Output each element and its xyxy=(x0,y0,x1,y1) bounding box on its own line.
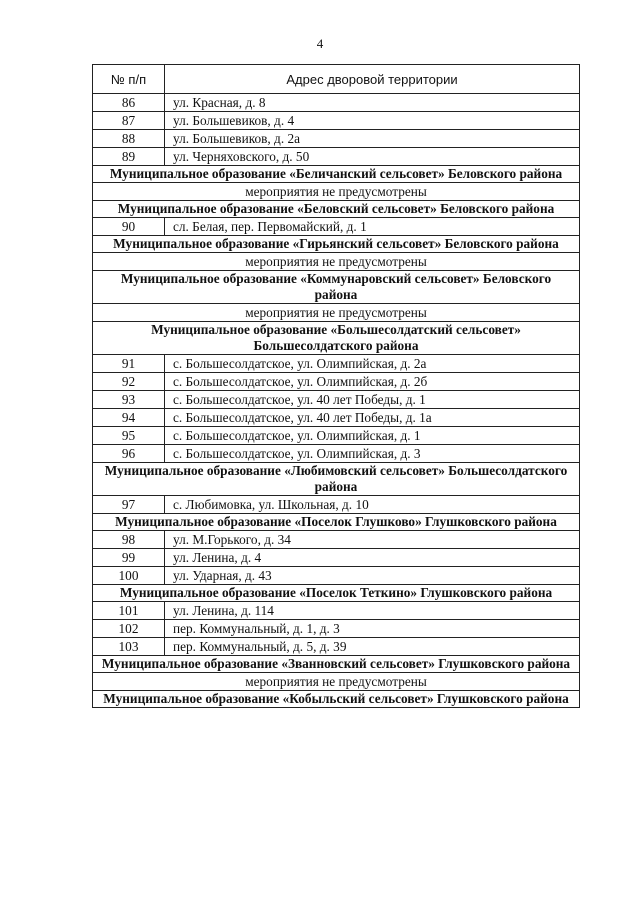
row-number: 92 xyxy=(93,373,165,391)
municipality-title: Муниципальное образование «Беличанский сельсовет» Беловского района xyxy=(93,166,580,183)
table-header-row xyxy=(93,65,580,94)
table-row xyxy=(93,94,580,112)
municipality-title: Муниципальное образование «Званновский сельсовет» Глушковского района xyxy=(93,656,580,673)
no-measures-note: мероприятия не предусмотрены xyxy=(93,673,580,691)
row-address: сл. Белая, пер. Первомайский, д. 1 xyxy=(165,218,580,236)
no-measures-note: мероприятия не предусмотрены xyxy=(93,253,580,271)
table-row xyxy=(93,148,580,166)
note-row xyxy=(93,183,580,201)
row-address: ул. Большевиков, д. 4 xyxy=(165,112,580,130)
table-row xyxy=(93,638,580,656)
row-address: с. Большесолдатское, ул. Олимпийская, д. 1 xyxy=(165,427,580,445)
row-number: 97 xyxy=(93,496,165,514)
table-row xyxy=(93,355,580,373)
row-number: 95 xyxy=(93,427,165,445)
row-address: с. Большесолдатское, ул. 40 лет Победы, д. 1а xyxy=(165,409,580,427)
municipality-title: Муниципальное образование «Большесолдатский сельсовет» Большесолдатского района xyxy=(93,322,580,355)
section-header-row xyxy=(93,322,580,355)
row-address: с. Большесолдатское, ул. Олимпийская, д. 2б xyxy=(165,373,580,391)
note-row xyxy=(93,253,580,271)
table-body xyxy=(93,94,580,708)
table-row xyxy=(93,391,580,409)
table-row xyxy=(93,130,580,148)
row-address: пер. Коммунальный, д. 1, д. 3 xyxy=(165,620,580,638)
table-row xyxy=(93,602,580,620)
row-address: ул. Ударная, д. 43 xyxy=(165,567,580,585)
row-number: 89 xyxy=(93,148,165,166)
section-header-row xyxy=(93,463,580,496)
row-address: с. Большесолдатское, ул. 40 лет Победы, д. 1 xyxy=(165,391,580,409)
page-number: 4 xyxy=(316,36,324,51)
row-address: ул. Ленина, д. 114 xyxy=(165,602,580,620)
table-row xyxy=(93,373,580,391)
table-row xyxy=(93,445,580,463)
header-num: № п/п xyxy=(93,65,165,94)
row-number: 86 xyxy=(93,94,165,112)
row-number: 103 xyxy=(93,638,165,656)
row-address: ул. Красная, д. 8 xyxy=(165,94,580,112)
municipality-title: Муниципальное образование «Беловский сельсовет» Беловского района xyxy=(93,201,580,218)
municipality-title: Муниципальное образование «Поселок Глушково» Глушковского района xyxy=(93,514,580,531)
section-header-row xyxy=(93,201,580,218)
table-row xyxy=(93,427,580,445)
table-row xyxy=(93,620,580,638)
table-row xyxy=(93,549,580,567)
row-number: 99 xyxy=(93,549,165,567)
table-row xyxy=(93,496,580,514)
section-header-row xyxy=(93,585,580,602)
municipality-title: Муниципальное образование «Кобыльский сельсовет» Глушковского района xyxy=(93,691,580,708)
no-measures-note: мероприятия не предусмотрены xyxy=(93,304,580,322)
table-row xyxy=(93,112,580,130)
row-number: 90 xyxy=(93,218,165,236)
note-row xyxy=(93,304,580,322)
row-address: пер. Коммунальный, д. 5, д. 39 xyxy=(165,638,580,656)
row-address: ул. Большевиков, д. 2а xyxy=(165,130,580,148)
row-number: 87 xyxy=(93,112,165,130)
header-address: Адрес дворовой территории xyxy=(165,65,580,94)
note-row xyxy=(93,673,580,691)
table-row xyxy=(93,409,580,427)
row-number: 102 xyxy=(93,620,165,638)
row-number: 96 xyxy=(93,445,165,463)
municipality-title: Муниципальное образование «Поселок Теткино» Глушковского района xyxy=(93,585,580,602)
section-header-row xyxy=(93,656,580,673)
municipality-title: Муниципальное образование «Любимовский сельсовет» Большесолдатского района xyxy=(93,463,580,496)
row-number: 100 xyxy=(93,567,165,585)
section-header-row xyxy=(93,166,580,183)
row-address: ул. Ленина, д. 4 xyxy=(165,549,580,567)
row-address: с. Любимовка, ул. Школьная, д. 10 xyxy=(165,496,580,514)
table-row xyxy=(93,218,580,236)
row-number: 98 xyxy=(93,531,165,549)
row-number: 94 xyxy=(93,409,165,427)
municipality-title: Муниципальное образование «Гирьянский сельсовет» Беловского района xyxy=(93,236,580,253)
row-address: с. Большесолдатское, ул. Олимпийская, д. 3 xyxy=(165,445,580,463)
row-number: 101 xyxy=(93,602,165,620)
no-measures-note: мероприятия не предусмотрены xyxy=(93,183,580,201)
section-header-row xyxy=(93,514,580,531)
address-table xyxy=(92,64,580,708)
row-address: ул. Черняховского, д. 50 xyxy=(165,148,580,166)
table-row xyxy=(93,531,580,549)
municipality-title: Муниципальное образование «Коммунаровский сельсовет» Беловского района xyxy=(93,271,580,304)
row-number: 93 xyxy=(93,391,165,409)
row-address: ул. М.Горького, д. 34 xyxy=(165,531,580,549)
section-header-row xyxy=(93,236,580,253)
table-row xyxy=(93,567,580,585)
row-address: с. Большесолдатское, ул. Олимпийская, д. 2а xyxy=(165,355,580,373)
section-header-row xyxy=(93,691,580,708)
row-number: 88 xyxy=(93,130,165,148)
row-number: 91 xyxy=(93,355,165,373)
section-header-row xyxy=(93,271,580,304)
